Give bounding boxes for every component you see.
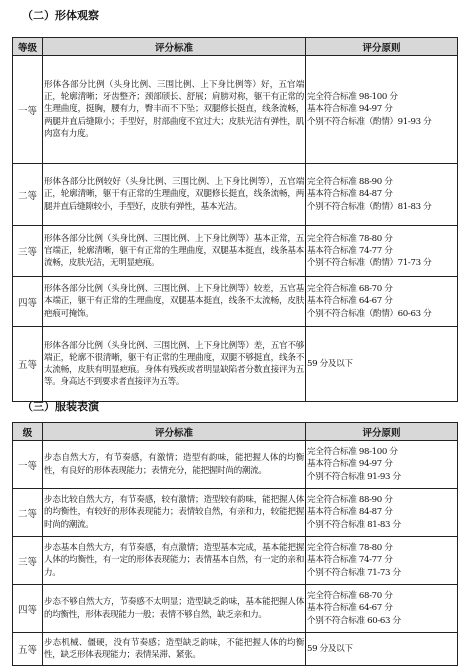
principle-cell — [306, 633, 458, 666]
principle-line: 个别不符合标准（酌情）91-93 分 — [307, 116, 432, 127]
section-title-fashion-show: （三）服装表演 — [22, 400, 99, 413]
principle-cell — [306, 441, 458, 489]
principle-line: 完全符合标准 98-100 分 — [307, 447, 398, 458]
table-row — [13, 489, 458, 537]
table-header-row — [13, 38, 458, 56]
principle-line: 基本符合标准 94-97 分 — [307, 104, 393, 115]
table-row — [13, 537, 458, 585]
standard-cell: 步态不够自然大方，节奏感不太明显；造型缺乏韵味，基本能把握人体的均衡性，形体表现能力一般；表情不够自然，缺乏亲和力。 — [43, 585, 306, 633]
grade-cell: 二等 — [13, 164, 43, 226]
principle-cell — [306, 226, 458, 277]
standard-cell: 形体各部分比例较好（头身比例、三围比例、上下身比例等），五官端正，轮廓清晰，躯干有正常的生理曲度，双腿修长挺直，线条流畅，两腿并直后缝隙较小，手型好，皮肤有弹性，基本光洁。 — [43, 164, 306, 226]
principle-cell — [306, 56, 458, 164]
standard-cell: 形体各部分比例（头身比例、三围比例、上下身比例等）基本正常，五官端正，轮廓清晰，躯干有正常的生理曲度，双腿基本挺直，线条基本流畅，皮肤光洁，无明显疤痕。 — [43, 226, 306, 277]
principle-line: 基本符合标准 84-87 分 — [307, 189, 393, 200]
grade-cell: 四等 — [13, 277, 43, 327]
principle-line: 完全符合标准 78-80 分 — [307, 233, 393, 244]
principle-line: 个别不符合标准 91-93 分 — [307, 471, 401, 482]
grade-cell: 一等 — [13, 56, 43, 164]
standard-cell: 步态自然大方，有节奏感，有激情；造型有韵味，能把握人体的均衡性，有良好的形体表现能力；表情充分，能把握时尚的潮流。 — [43, 441, 306, 489]
grade-cell: 一等 — [13, 441, 43, 489]
header-standard: 评分标准 — [43, 38, 306, 56]
principle-line: 个别不符合标准（酌情）60-63 分 — [307, 308, 432, 319]
principle-cell — [306, 164, 458, 226]
principle-line: 个别不符合标准（酌情）71-73 分 — [307, 258, 432, 269]
principle-line: 个别不符合标准 81-83 分 — [307, 519, 401, 530]
principle-cell — [306, 585, 458, 633]
table-row — [13, 164, 458, 226]
table-row — [13, 327, 458, 402]
principle-line: 完全符合标准 68-70 分 — [307, 284, 393, 295]
principle-line: 基本符合标准 64-67 分 — [307, 603, 393, 614]
principle-line: 基本符合标准 84-87 分 — [307, 507, 393, 518]
table-row — [13, 56, 458, 164]
principle-cell — [306, 277, 458, 327]
table-row — [13, 585, 458, 633]
principle-line: 个别不符合标准（酌情）81-83 分 — [307, 201, 432, 212]
standard-cell: 形体各部分比例（头身比例、三围比例、上下身比例等）好，五官端正，轮廓清晰；牙齿整齐；颈部颀长、舒展；肩膀对称，躯干有正常的生理曲度，挺胸，腰有力，臀丰而不下坠；双腿修长挺直，线条流畅，两腿并直后缝隙小；手型好，肘部曲度不宜过大；皮肤光洁有弹性，肌肉富有力度。 — [43, 56, 306, 164]
principle-line: 基本符合标准 94-97 分 — [307, 459, 393, 470]
principle-line: 完全符合标准 88-90 分 — [307, 177, 393, 188]
principle-line: 基本符合标准 74-77 分 — [307, 555, 393, 566]
grade-cell: 三等 — [13, 226, 43, 277]
principle-line: 个别不符合标准 60-63 分 — [307, 615, 401, 626]
principle-line: 59 分及以下 — [307, 358, 353, 369]
principle-cell — [306, 327, 458, 402]
principle-line: 基本符合标准 64-67 分 — [307, 296, 393, 307]
body-observation-table — [12, 37, 458, 402]
table-row — [13, 633, 458, 666]
grade-cell: 三等 — [13, 537, 43, 585]
grade-cell: 五等 — [13, 633, 43, 666]
principle-line: 完全符合标准 68-70 分 — [307, 591, 393, 602]
header-principle: 评分原则 — [306, 423, 458, 441]
header-standard: 评分标准 — [43, 423, 306, 441]
principle-line: 个别不符合标准 71-73 分 — [307, 567, 401, 578]
principle-line: 完全符合标准 78-80 分 — [307, 543, 393, 554]
table-header-row — [13, 423, 458, 441]
grade-cell: 五等 — [13, 327, 43, 402]
standard-cell: 步态机械、僵硬，没有节奏感；造型缺乏韵味，不能把握人体的均衡性，缺乏形体表现能力；表情呆滞、紧张。 — [43, 633, 306, 666]
principle-cell — [306, 489, 458, 537]
table-row — [13, 441, 458, 489]
table-row — [13, 277, 458, 327]
fashion-show-table — [12, 422, 458, 666]
standard-cell: 步态基本自然大方，有节奏感，有点激情；造型基本完成，基本能把握人体的均衡性，有一定的形体表现能力；表情基本自然，有一定的亲和力。 — [43, 537, 306, 585]
table-row — [13, 226, 458, 277]
header-principle: 评分原则 — [306, 38, 458, 56]
standard-cell: 形体各部分比例（头身比例、三围比例、上下身比例等）较差，五官基本端正，躯干有正常的生理曲度，双腿基本挺直，线条不太流畅，皮肤疤痕可掩饰。 — [43, 277, 306, 327]
principle-line: 基本符合标准 74-77 分 — [307, 245, 393, 256]
section-title-body-observation: （二）形体观察 — [22, 9, 99, 22]
principle-line: 完全符合标准 88-90 分 — [307, 495, 393, 506]
principle-line: 完全符合标准 98-100 分 — [307, 92, 398, 103]
standard-cell: 步态比较自然大方，有节奏感，较有激情；造型较有韵味，能把握人体的均衡性，有较好的形体表现能力；表情较自然，有亲和力，较能把握时尚的潮流。 — [43, 489, 306, 537]
header-grade: 等级 — [13, 38, 43, 56]
standard-cell: 形体各部分比例（头身比例、三围比例、上下身比例等）差，五官不够端正，轮廓不很清晰，躯干有正常的生理曲度，双腿不够挺直，线条不太流畅，皮肤有明显疤痕。身体有残疾或者明显缺陷者分数直接评为五等。身高达不到要求者直接评为五等。 — [43, 327, 306, 402]
principle-line: 59 分及以下 — [307, 643, 353, 654]
grade-cell: 四等 — [13, 585, 43, 633]
principle-cell — [306, 537, 458, 585]
grade-cell: 二等 — [13, 489, 43, 537]
header-grade: 级 — [13, 423, 43, 441]
